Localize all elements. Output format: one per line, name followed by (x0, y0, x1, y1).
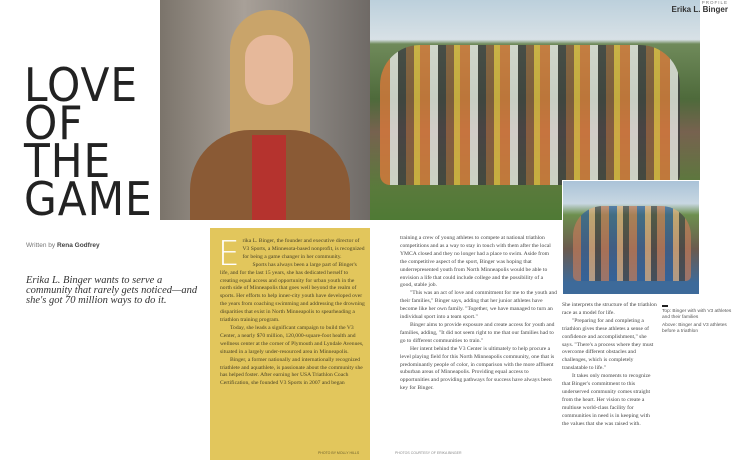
byline (26, 242, 100, 249)
paragraph: Binger, a former nationally and internationally recognized triathlete and aquathlete, is passionate about the community she has helped foster. After earning her USA Triathlon Coach Certification, she founded V3 Sports in 2007 and began (220, 356, 363, 387)
section-kicker: PROFILE (701, 0, 728, 5)
photo-credit: PHOTO BY MOLLY HILLS (318, 451, 360, 455)
photo-captions (662, 305, 740, 337)
paragraph: Sports has always been a large part of Binger's life, and for the last 15 years, she has dedicated herself to creating equal access and opportunity for urban youth in the north side of Minneapolis that goes well beyond the realm of sports. Her efforts to help inner-city youth have developed over the years from coaching swimming and addressing the drowning disparities that exist in North Minneapolis to spearheading a triathlon training program. (220, 261, 365, 324)
title-line: OF (24, 96, 84, 150)
title-line: LOVE (24, 58, 139, 112)
paragraph: training a crew of young athletes to compete at national triathlon competitions and as a way to stay in touch with them after the local YMCA closed and they no longer had a place to swim. Aside from the competitive aspect of the sport, Binger was hoping that underrepresented youth from North Minneapolis would be able to envision a life that could include college and the possibility of a good, stable job. (400, 235, 551, 289)
drop-cap: E (218, 234, 240, 274)
title-line: THE (24, 134, 112, 188)
body-column-2 (400, 235, 557, 393)
athletes-photo (562, 180, 700, 295)
paragraph: Her intent behind the V3 Center is ultimately to help procure a level playing field for this North Minneapolis community, one that is predominantly people of color, in comparison with the more affluent suburban areas of Minneapolis. Providing equal access to opportunities and providing pathways for success have always been key for Binger. (400, 345, 555, 392)
paragraph: It takes only moments to recognize that Binger's commitment to this underserved community comes straight from the heart. Her vision to create a multiuse world-class facility for communities in need is in keeping with the values that she was raised with. (562, 373, 651, 427)
portrait-photo (160, 0, 370, 220)
paragraph: Today, she leads a significant campaign to build the V3 Center, a nearly $70 million, 120,000-square-foot health and wellness center at the corner of Plymouth and Lyndale Avenues, situated in a largely under-resourced area in Minneapolis. (220, 324, 364, 355)
paragraph: "This was an act of love and commitment for me to the youth and their families," Binger says, adding that her junior athletes have become like her own family. "Together, we have managed to turn an individual sport into a team sport." (400, 290, 557, 321)
paragraph: She interprets the structure of the triathlon race as a model for life. (562, 302, 657, 316)
caption-above: Above: Binger and V3 athletes before a triathlon (662, 322, 727, 334)
byline-prefix: Written by (26, 242, 56, 249)
section-header (640, 0, 728, 14)
paragraph: "Preparing for and completing a triathlon gives these athletes a sense of confidence and accomplishment," she says. "There's a process where they must overcome different obstacles and challenges, which is completely translatable to life." (562, 317, 654, 372)
byline-author: Rena Godfrey (56, 242, 100, 249)
body-column-1 (218, 234, 365, 388)
title-line: GAME (24, 172, 153, 226)
paragraph: rika L. Binger, the founder and executive director of V3 Sports, a Minnesota-based nonprofit, is recognized for being a game changer in her community. (242, 238, 365, 260)
paragraph: Binger aims to provide exposure and create access for youth and families, adding, "It did not seem right to me that our families had to go to different communities to train." (400, 321, 555, 344)
article-title (24, 58, 164, 226)
photo-credit: PHOTOS COURTESY OF ERIKA BINGER (395, 451, 462, 455)
caption-top: Top: Binger with with V3 athletes and their families (662, 308, 732, 320)
deck: Erika L. Binger wants to serve a community that rarely gets noticed—and she's got 70 million ways to do it. (26, 275, 198, 306)
section-name: Erika L. Binger (671, 5, 728, 14)
body-column-3 (562, 302, 658, 429)
